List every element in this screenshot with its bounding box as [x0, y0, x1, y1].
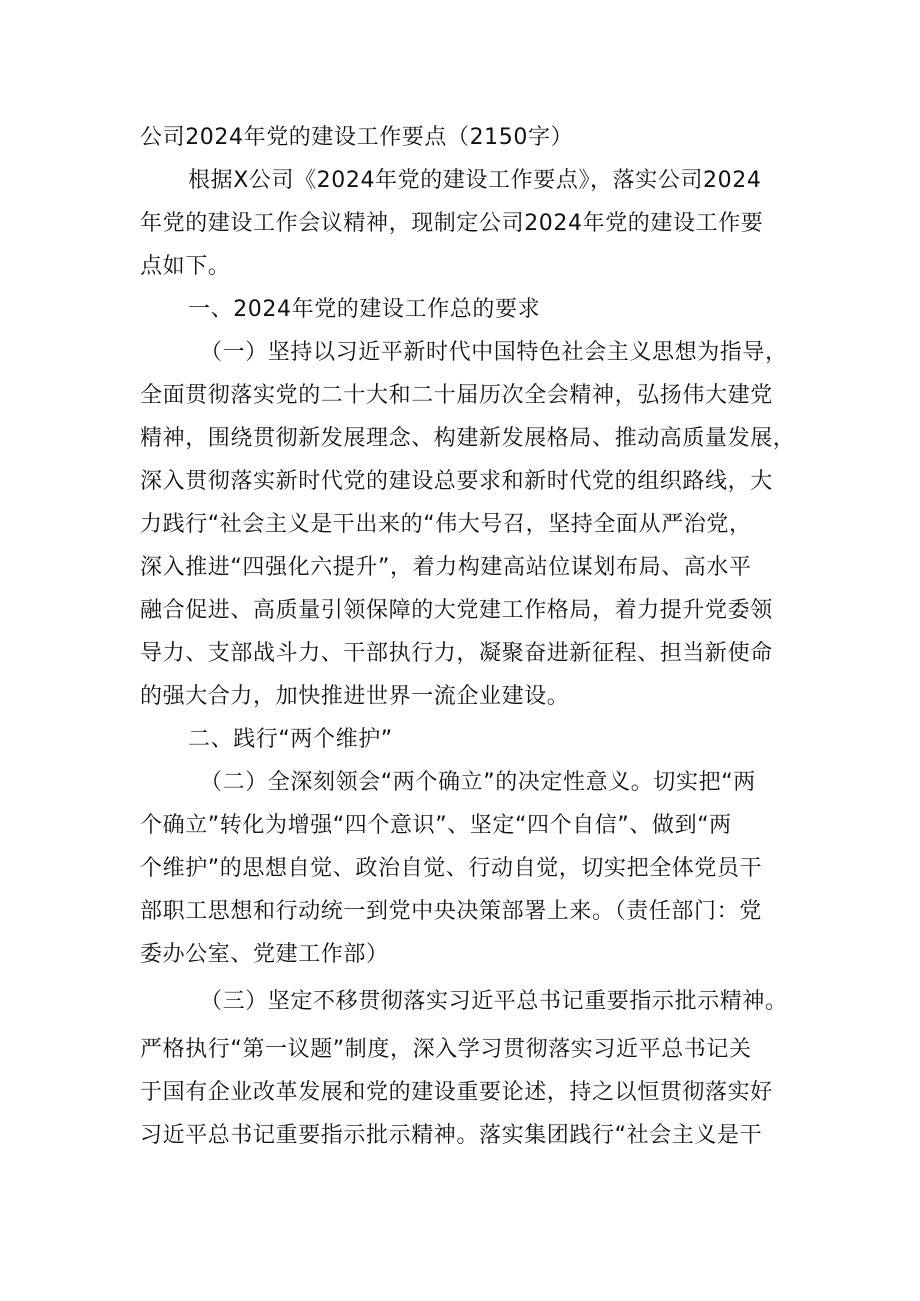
- document-title: 公司2024年党的建设工作要点（2150字）: [140, 125, 574, 150]
- paragraph-line: 深入贯彻落实新时代党的建设总要求和新时代党的组织路线，大: [140, 469, 773, 494]
- section-heading: 一、2024年党的建设工作总的要求: [188, 297, 541, 322]
- paragraph-line: 深入推进“四强化六提升”，着力构建高站位谋划布局、高水平: [140, 555, 752, 580]
- paragraph-line: 于国有企业改革发展和党的建设重要论述，持之以恒贯彻落实好: [140, 1080, 773, 1105]
- paragraph-line: 部职工思想和行动统一到党中央决策部署上来。（责任部门：党: [140, 899, 762, 924]
- paragraph-line: 精神，围绕贯彻新发展理念、构建新发展格局、推动高质量发展，: [140, 426, 796, 451]
- paragraph-line: 个维护”的思想自觉、政治自觉、行动自觉，切实把全体党员干: [140, 856, 763, 881]
- paragraph-line: （三）坚定不移贯彻落实习近平总书记重要指示批示精神。: [200, 989, 788, 1014]
- paragraph-line: 的强大合力，加快推进世界一流企业建设。: [140, 684, 570, 709]
- paragraph-line: 委办公室、党建工作部）: [140, 942, 389, 967]
- paragraph-line: （一）坚持以习近平新时代中国特色社会主义思想为指导，: [200, 340, 788, 365]
- paragraph-line: 习近平总书记重要指示批示精神。落实集团践行“社会主义是干: [140, 1123, 763, 1148]
- paragraph-line: 年党的建设工作会议精神，现制定公司2024年党的建设工作要: [140, 211, 764, 236]
- paragraph-line: （二）全深刻领会“两个确立”的决定性意义。切实把“两: [200, 770, 756, 795]
- paragraph-line: 导力、支部战斗力、干部执行力，凝聚奋进新征程、担当新使命: [140, 641, 773, 666]
- paragraph-line: 根据X公司《2024年党的建设工作要点》，落实公司2024: [188, 168, 762, 193]
- section-heading: 二、践行“两个维护”: [188, 727, 393, 752]
- paragraph-line: 个确立”转化为增强“四个意识”、坚定“四个自信”、做到“两: [140, 813, 732, 838]
- paragraph-line: 严格执行“第一议题”制度，深入学习贯彻落实习近平总书记关: [140, 1037, 752, 1062]
- paragraph-line: 力践行“社会主义是干出来的“伟大号召，坚持全面从严治党，: [140, 512, 752, 537]
- paragraph-line: 全面贯彻落实党的二十大和二十届历次全会精神，弘扬伟大建党: [140, 383, 773, 408]
- paragraph-line: 融合促进、高质量引领保障的大党建工作格局，着力提升党委领: [140, 598, 773, 623]
- paragraph-line: 点如下。: [140, 254, 231, 279]
- document-body: [140, 116, 796, 1157]
